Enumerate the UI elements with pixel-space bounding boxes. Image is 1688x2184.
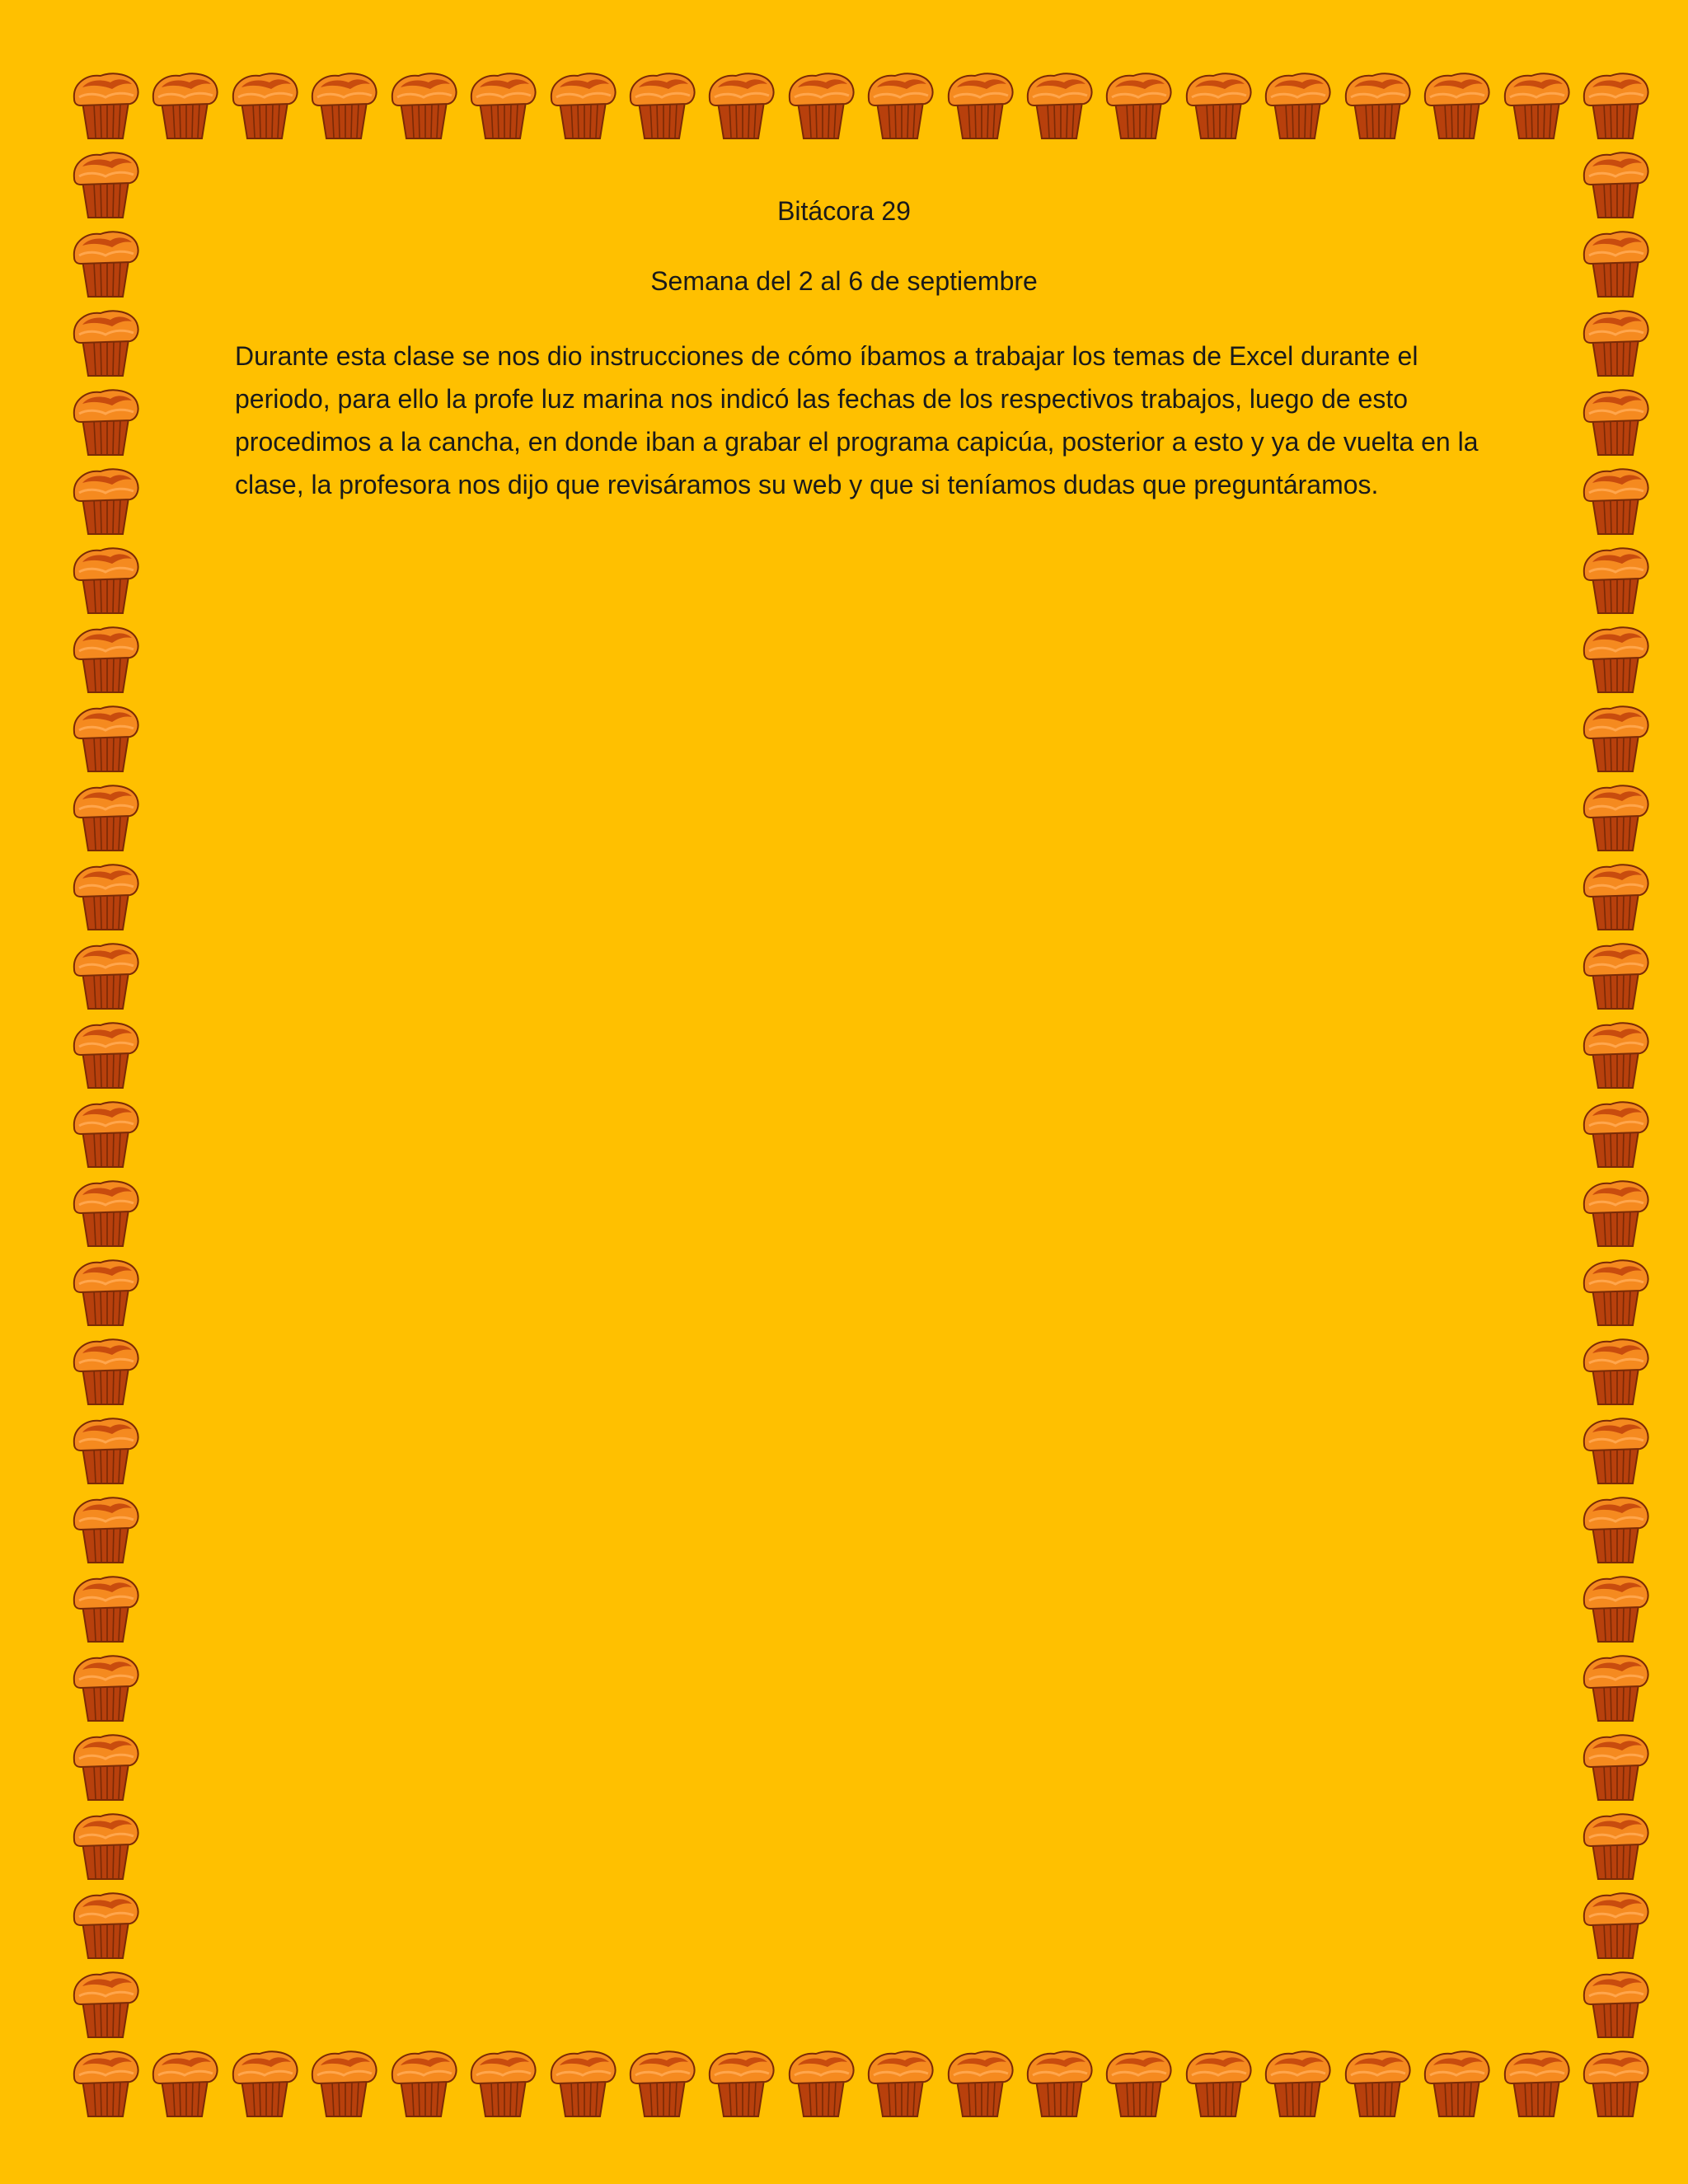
muffin-icon [71,386,140,457]
muffin-icon [627,69,696,140]
muffin-icon [1184,2047,1253,2118]
muffin-icon [1581,1335,1650,1406]
muffin-icon [945,69,1015,140]
muffin-icon [71,623,140,694]
muffin-icon [1581,386,1650,457]
muffin-icon [1104,2047,1173,2118]
muffin-icon [71,69,140,140]
muffin-icon [548,69,617,140]
muffin-icon [1581,1810,1650,1881]
muffin-icon [945,2047,1015,2118]
muffin-icon [1184,69,1253,140]
document-body: Durante esta clase se nos dio instrucciones de cómo íbamos a trabajar los temas de Excel durante el periodo, para ello la profe luz marina nos indicó las fechas de los respectivos trabajos, luego de esto procedimos a la cancha, en donde iban a grabar el programa capicúa, posterior a esto y ya de vuelta en la clase, la profesora nos dijo que revisáramos su web y que si teníamos dudas que preguntáramos. [235,341,1479,499]
muffin-icon [786,2047,856,2118]
muffin-icon [1502,2047,1571,2118]
muffin-icon [706,2047,776,2118]
muffin-icon [71,1493,140,1564]
muffin-icon [468,2047,537,2118]
muffin-icon [389,69,458,140]
muffin-icon [1581,1098,1650,1169]
muffin-icon [389,2047,458,2118]
muffin-icon [71,1177,140,1248]
document-subtitle: Semana del 2 al 6 de septiembre [650,266,1038,296]
muffin-icon [1263,2047,1332,2118]
muffin-icon [1581,1652,1650,1722]
muffin-icon [71,544,140,615]
muffin-icon [71,465,140,536]
muffin-icon [71,860,140,931]
muffin-icon [1343,2047,1412,2118]
muffin-icon [71,1889,140,1960]
muffin-icon [627,2047,696,2118]
muffin-icon [1581,1731,1650,1802]
muffin-icon [150,69,219,140]
muffin-icon [1025,2047,1094,2118]
muffin-icon [1581,1019,1650,1090]
muffin-icon [1581,1177,1650,1248]
muffin-icon [1343,69,1412,140]
muffin-icon [71,2047,140,2118]
muffin-icon [230,2047,299,2118]
muffin-icon [71,1968,140,2039]
muffin-icon [1581,781,1650,852]
muffin-icon [71,1335,140,1406]
muffin-icon [706,69,776,140]
muffin-icon [1581,2047,1650,2118]
muffin-icon [71,702,140,773]
muffin-icon [71,781,140,852]
muffin-icon [1422,2047,1491,2118]
muffin-icon [71,1572,140,1643]
muffin-icon [71,1652,140,1722]
muffin-icon [1422,69,1491,140]
muffin-icon [1263,69,1332,140]
muffin-icon [71,1731,140,1802]
muffin-icon [1502,69,1571,140]
muffin-icon [1581,1414,1650,1485]
muffin-icon [1581,307,1650,377]
muffin-icon [1025,69,1094,140]
muffin-icon [71,940,140,1010]
muffin-icon [468,69,537,140]
muffin-icon [71,1256,140,1327]
muffin-icon [71,1414,140,1485]
document-title: Bitácora 29 [777,196,911,226]
muffin-icon [865,69,935,140]
muffin-icon [1581,1493,1650,1564]
muffin-icon [1581,860,1650,931]
muffin-icon [71,307,140,377]
muffin-icon [1581,940,1650,1010]
muffin-icon [1581,1256,1650,1327]
muffin-icon [1581,69,1650,140]
muffin-icon [71,1019,140,1090]
muffin-icon [71,1098,140,1169]
muffin-icon [309,2047,378,2118]
muffin-icon [786,69,856,140]
muffin-icon [309,69,378,140]
muffin-icon [1581,1889,1650,1960]
muffin-icon [548,2047,617,2118]
muffin-icon [1581,702,1650,773]
muffin-icon [1581,544,1650,615]
muffin-icon [1581,1968,1650,2039]
muffin-icon [150,2047,219,2118]
muffin-icon [1581,1572,1650,1643]
muffin-icon [1581,623,1650,694]
muffin-icon [71,1810,140,1881]
muffin-icon [865,2047,935,2118]
muffin-icon [1104,69,1173,140]
muffin-icon [1581,465,1650,536]
muffin-icon [230,69,299,140]
